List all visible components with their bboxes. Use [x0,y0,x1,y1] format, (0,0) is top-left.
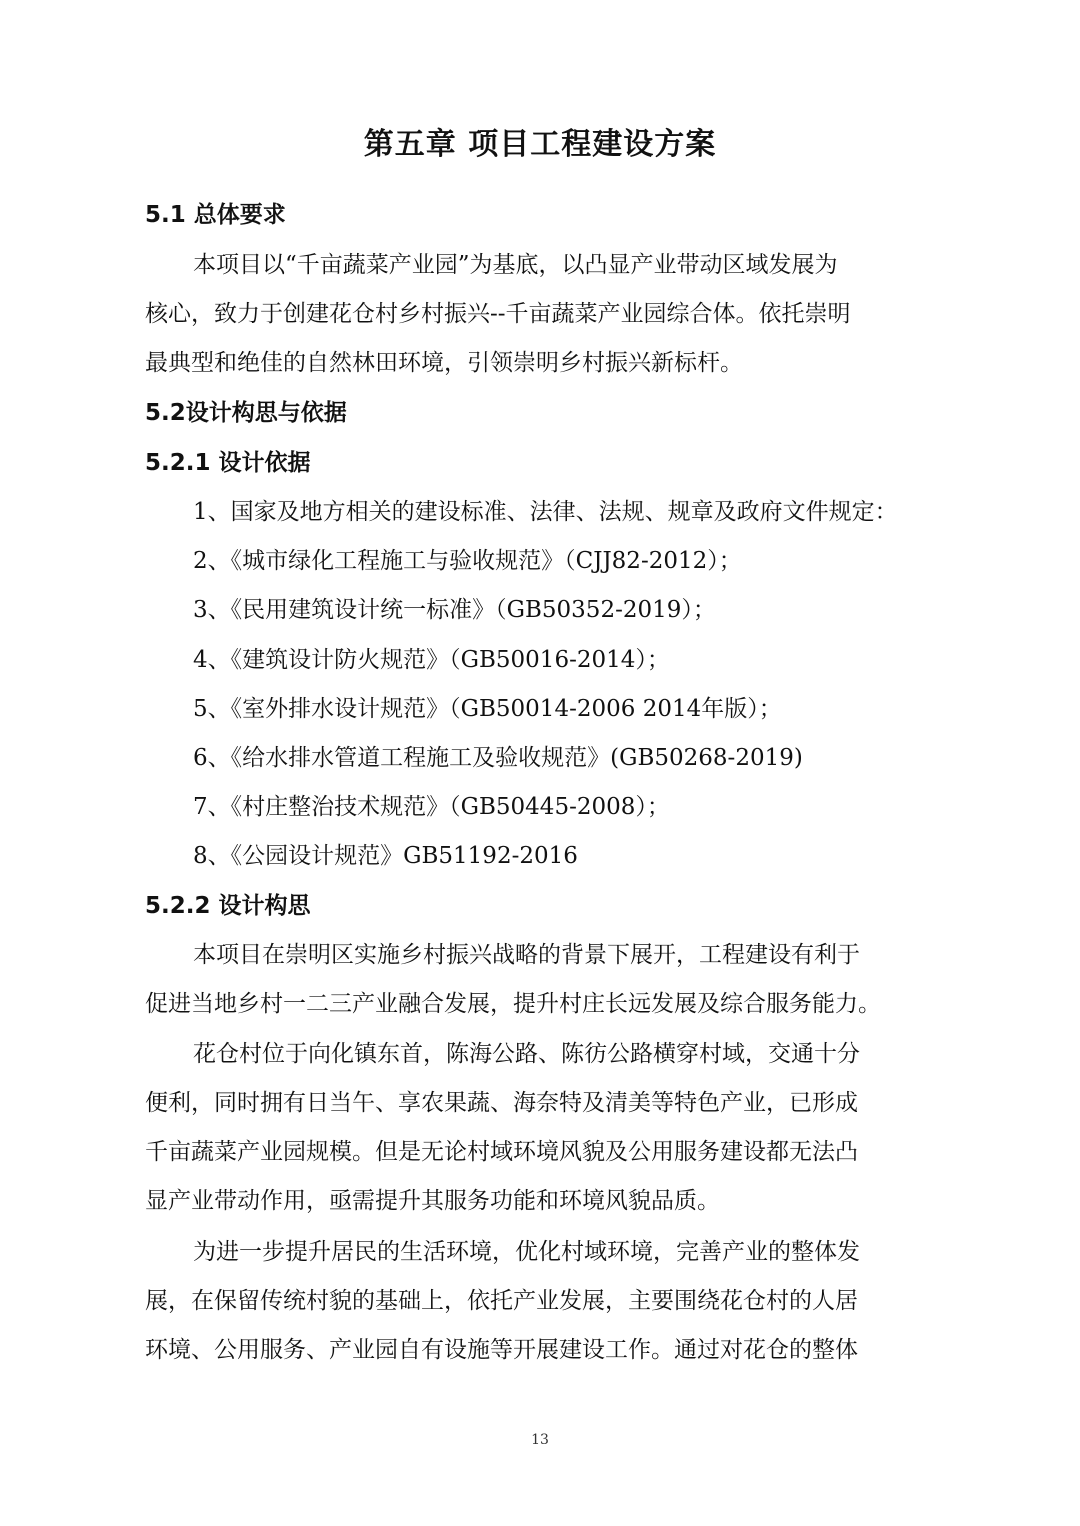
paragraph-line: 最典型和绝佳的自然林田环境，引领崇明乡村振兴新标杆。 [145,350,743,376]
basis-item: 4、《建筑设计防火规范》（GB50016-2014）； [193,647,670,673]
section-heading-5-2-2: 5.2.2 设计构思 [145,893,311,919]
basis-item: 6、《给水排水管道工程施工及验收规范》(GB50268-2019) [193,745,803,771]
section-heading-5-2-1: 5.2.1 设计依据 [145,450,311,476]
paragraph-line: 展，在保留传统村貌的基础上，依托产业发展，主要围绕花仓村的人居 [145,1288,858,1314]
basis-item: 7、《村庄整治技术规范》（GB50445-2008）； [193,794,670,820]
basis-item: 1、国家及地方相关的建设标准、法律、法规、规章及政府文件规定： [193,499,898,525]
paragraph-line: 为进一步提升居民的生活环境，优化村域环境，完善产业的整体发 [193,1239,860,1265]
section-heading-5-2: 5.2设计构思与依据 [145,400,347,426]
paragraph-line: 环境、公用服务、产业园自有设施等开展建设工作。通过对花仓的整体 [145,1337,858,1363]
section-heading-5-1: 5.1 总体要求 [145,202,286,228]
chapter-title: 第五章 项目工程建设方案 [363,127,717,162]
page-number: 13 [531,1432,549,1448]
paragraph-line: 核心，致力于创建花仓村乡村振兴--千亩蔬菜产业园综合体。依托崇明 [145,301,851,327]
basis-item: 8、《公园设计规范》GB51192-2016 [193,843,578,869]
paragraph-line: 本项目在崇明区实施乡村振兴战略的背景下展开，工程建设有利于 [193,942,860,968]
basis-item: 3、《民用建筑设计统一标准》（GB50352-2019）； [193,597,716,623]
paragraph-line: 显产业带动作用，亟需提升其服务功能和环境风貌品质。 [145,1188,720,1214]
paragraph-line: 便利，同时拥有日当午、享农果蔬、海奈特及清美等特色产业，已形成 [145,1090,858,1116]
basis-item: 2、《城市绿化工程施工与验收规范》（CJJ82-2012）； [193,548,742,574]
paragraph-line: 本项目以“千亩蔬菜产业园”为基底，以凸显产业带动区域发展为 [193,252,838,278]
paragraph-line: 促进当地乡村一二三产业融合发展，提升村庄长远发展及综合服务能力。 [145,991,881,1017]
paragraph-line: 千亩蔬菜产业园规模。但是无论村域环境风貌及公用服务建设都无法凸 [145,1139,858,1165]
paragraph-line: 花仓村位于向化镇东首，陈海公路、陈彷公路横穿村域，交通十分 [193,1041,860,1067]
basis-item: 5、《室外排水设计规范》（GB50014-2006 2014年版）； [193,696,782,722]
